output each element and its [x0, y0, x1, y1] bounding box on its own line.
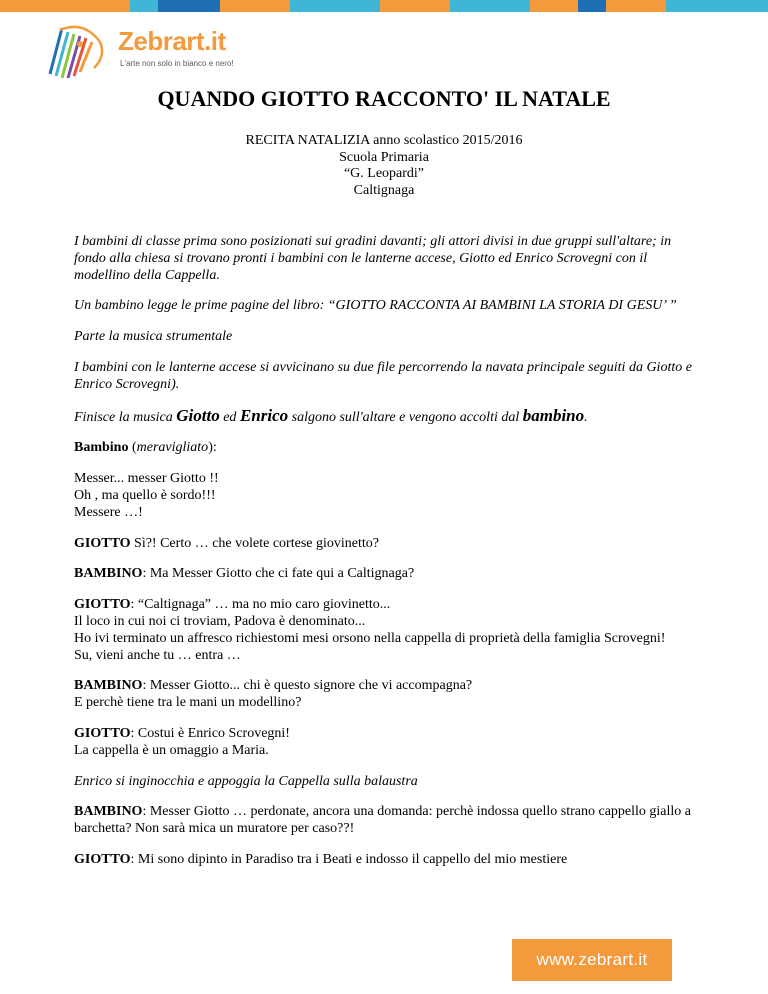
header-line: “G. Leopardi” [343, 166, 425, 181]
header-line: RECITA NATALIZIA anno scolastico 2015/2016 [245, 133, 523, 148]
stage-direction-reader: Un bambino legge le prime pagine del libro: “GIOTTO RACCONTA AI BAMBINI LA STORIA DI GESU’ ” [74, 298, 677, 314]
dialogue-line: BAMBINO: Messer Giotto... chi è questo signore che vi accompagna? E perchè tiene tra le mani un modellino? [74, 678, 473, 711]
website-link[interactable]: www.zebrart.it [512, 939, 672, 981]
document-header [0, 133, 768, 199]
name-giotto: Giotto [176, 405, 220, 425]
zebrart-logo[interactable] [40, 22, 240, 82]
brand-name: Zebrart.it [118, 26, 226, 56]
dialogue-line: Bambino (meravigliato): [74, 440, 217, 456]
dialogue-line: GIOTTO: Mi sono dipinto in Paradiso tra i Beati e indosso il cappello del mio mestiere [74, 851, 568, 867]
speaker: BAMBINO [74, 678, 143, 694]
header-line: Scuola Primaria [339, 149, 429, 165]
document-title: QUANDO GIOTTO RACCONTO' IL NATALE [157, 86, 611, 111]
dialogue-line: GIOTTO Sì?! Certo … che volete cortese giovinetto? [74, 535, 379, 551]
dialogue-line: BAMBINO: Ma Messer Giotto che ci fate qui a Caltignaga? [74, 566, 415, 582]
dialogue-lines: Messer... messer Giotto !! Oh , ma quello è sordo!!! Messere …! [74, 471, 219, 520]
speaker: GIOTTO [74, 851, 131, 867]
stage-direction-lanterns: I bambini con le lanterne accese si avvicinano su due file percorrendo la navata principale seguiti da Giotto e Enrico Scrovegni). [74, 359, 692, 392]
speaker: BAMBINO [74, 804, 143, 820]
brand-tagline: L'arte non solo in bianco e nero! [120, 59, 234, 68]
stage-direction: meravigliato [136, 440, 209, 456]
stage-direction-music: Parte la musica strumentale [74, 329, 233, 345]
stage-direction-intro: I bambini di classe prima sono posizionati sui gradini davanti; gli attori divisi in due gruppi sull'altare; in fondo alla chiesa si trovano pronti i bambini con le lanterne accese, Giotto ed Enrico Scrovegni con il modellino della Cappella. [74, 234, 672, 283]
speaker: BAMBINO [74, 566, 143, 582]
dialogue-line: GIOTTO: “Caltignaga” … ma no mio caro giovinetto... Il loco in cui noi ci troviam, Padova è denominato... Ho ivi terminato un affresco richiestomi mesi orsono nella cappella di proprietà della famiglia Scrovegni! Su, vieni anche tu … entra … [74, 597, 666, 663]
top-color-bar [0, 0, 768, 12]
speaker: GIOTTO [74, 597, 131, 613]
speaker: Bambino [74, 440, 129, 456]
name-enrico: Enrico [239, 405, 289, 425]
dialogue-line: GIOTTO: Costui è Enrico Scrovegni! La cappella è un omaggio a Maria. [74, 725, 290, 758]
speaker: GIOTTO [74, 535, 131, 551]
speaker: GIOTTO [74, 725, 131, 741]
header-line: Caltignaga [353, 182, 415, 198]
name-bambino: bambino [522, 405, 585, 425]
zebra-stripes-logo-icon [40, 22, 120, 82]
stage-direction-finish: Finisce la musica Giotto ed Enrico salgono sull'altare e vengono accolti dal bambino. [74, 405, 588, 425]
dialogue-line: BAMBINO: Messer Giotto … perdonate, ancora una domanda: perchè indossa quello strano cappello giallo a barchetta? Non sarà mica un muratore per caso??! [74, 804, 692, 837]
script-body [74, 234, 694, 883]
stage-direction-kneel: Enrico si inginocchia e appoggia la Cappella sulla balaustra [74, 773, 418, 789]
